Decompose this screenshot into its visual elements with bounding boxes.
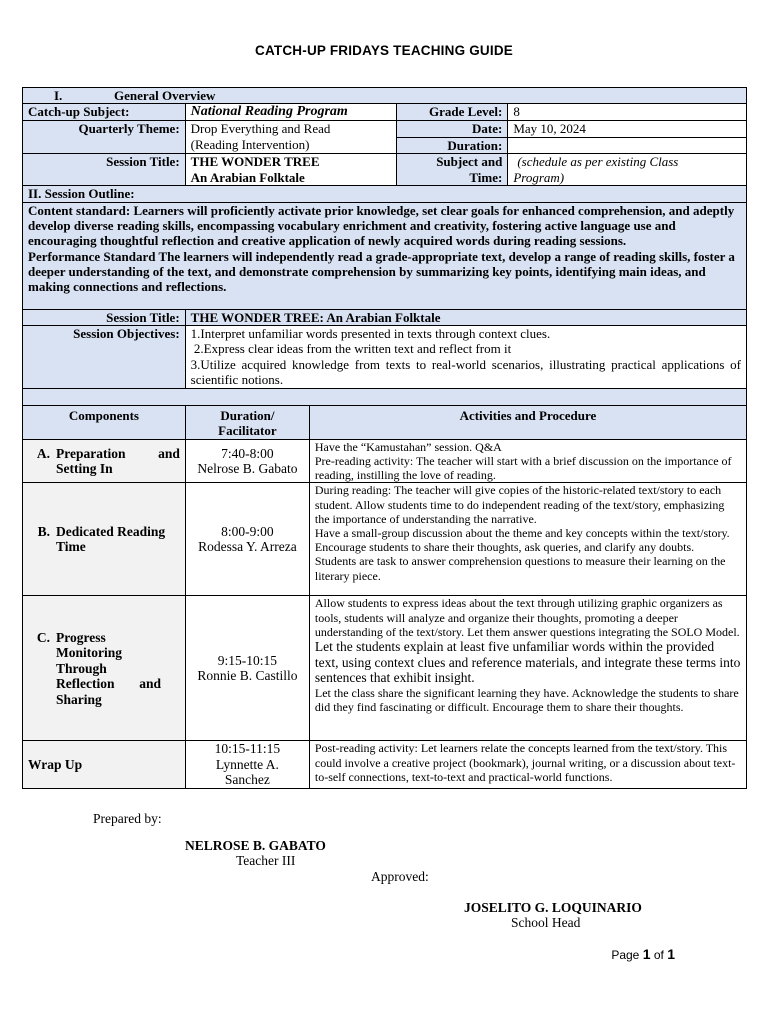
header-duration-facilitator: Duration/ Facilitator [185,406,309,440]
outline-session-title-label: Session Title: [23,309,186,325]
document-title: CATCH-UP FRIDAYS TEACHING GUIDE [255,43,513,58]
time-range: 7:40-8:00 [221,445,274,461]
component-cell [23,439,186,483]
subject-time-value-2: Program) [513,169,565,185]
subject-time-label [397,154,508,186]
component-label: Preparation and Setting In [56,445,180,477]
activities-cell [309,741,746,789]
facilitator-name: Nelrose B. Gabato [197,461,298,477]
table-row [23,596,747,741]
time-range: 10:15-11:15 [214,741,281,757]
theme-value [185,121,397,154]
facilitator-name: Rodessa Y. Arreza [198,539,297,555]
standards-block [23,202,747,309]
component-cell [23,596,186,741]
prepared-by-label: Prepared by: [93,811,162,826]
header-components: Components [23,406,186,440]
activities-cell [309,483,746,596]
component-label: Dedicated Reading Time [56,523,166,555]
duration-cell [185,596,309,741]
subject-time-label-2: Time: [469,169,503,185]
subject-time-value-1: (schedule as per existing Class [517,154,679,170]
section-heading-session-outline: II. Session Outline: [23,186,747,202]
section-heading-text: General Overview [114,88,216,103]
session-title-line-2: An Arabian Folktale [190,169,305,185]
subject-value: National Reading Program [185,104,397,121]
date-value: May 10, 2024 [508,121,747,137]
component-letter: B. [37,523,50,539]
approved-by-position: School Head [511,915,581,930]
session-title-line-1: THE WONDER TREE [190,154,320,170]
outline-session-title-value: THE WONDER TREE: An Arabian Folktale [185,309,746,325]
activity-text: Let the students explain at least five unfamiliar words within the provided text, using context clues and reference materials, and integrate these terms into sentences that exhibit insight. [314,639,741,686]
time-range: 9:15-10:15 [217,652,278,668]
objective-item: 2.Express clear ideas from the written text and reflect from it [190,341,512,357]
component-label: Progress Monitoring Through Reflection and Sharing [56,629,161,707]
duration-cell [185,439,309,483]
activity-text: Post-reading activity: Let learners relate the concepts learned from the text/story. This could involve a creative project (bookmark), journal writing, or a discussion about text-to-self connections, text-to-text and practical-world functions. [314,741,736,784]
table-row [23,741,747,789]
activity-text: Allow students to express ideas about the text through utilizing graphic organizers as tools, students will analyze and organize their thoughts, promoting a deeper understanding of the text/story. Let them answer questions integrating the SOLO Model. [314,596,740,639]
theme-label: Quarterly Theme: [23,121,186,154]
prepared-by-name: NELROSE B. GABATO [185,838,326,853]
activities-cell [309,596,746,741]
table-row [23,439,747,483]
component-cell: Wrap Up [23,741,186,789]
facilitator-name: Ronnie B. Castillo [197,668,298,684]
theme-line-2: (Reading Intervention) [190,136,310,152]
section-heading-general-overview [23,88,747,104]
objectives-list [185,326,746,389]
current-page: 1 [642,946,651,962]
activity-text: Let the class share the significant learning they have. Acknowledge the students to share did they find fascinating or difficult. Encourage them to share their thoughts. [314,686,739,715]
prepared-by-position: Teacher III [236,853,296,868]
component-cell [23,483,186,596]
time-range: 8:00-9:00 [221,523,274,539]
activity-text: During reading: The teacher will give copies of the historic-related text/story to each student. Allow students time to do independent reading of the text/story, emphasizing the importance of understanding the narrative. [314,483,725,526]
page-word: Page [611,948,640,962]
total-pages: 1 [667,946,675,962]
page-number [611,946,675,962]
subject-label: Catch-up Subject: [23,104,186,121]
approved-by-name: JOSELITO G. LOQUINARIO [464,900,642,915]
activity-text: Students are task to answer comprehension questions to measure their learning on the literary piece. [314,554,726,583]
facilitator-name: Lynnette A. Sanchez [215,756,279,788]
component-letter: A. [36,445,50,461]
activity-text: Pre-reading activity: The teacher will start with a brief discussion on the importance of reading, instilling the love of reading. [314,454,732,483]
objectives-label: Session Objectives: [23,326,186,389]
approved-label: Approved: [371,869,429,884]
grade-value: 8 [508,104,747,121]
table-row [23,483,747,596]
duration-cell [185,483,309,596]
date-label: Date: [397,121,508,137]
theme-line-1: Drop Everything and Read [190,121,331,137]
section-number: I. [54,88,63,103]
grade-label: Grade Level: [397,104,508,121]
subject-time-value [508,154,747,186]
activity-text: Have the “Kamustahan” session. Q&A [314,439,502,454]
component-letter: C. [36,629,50,645]
performance-standard: Performance Standard The learners will independently read a grade-appropriate text, develop a range of reading skills, foster a deeper understanding of the text, and demonstrate comprehension by summarizing key points, identifying main ideas, and making connections and reflections. [28,248,735,295]
header-activities: Activities and Procedure [309,406,746,440]
of-word: of [653,948,664,962]
duration-value [508,137,747,153]
spacer-row [23,388,747,406]
activities-cell [309,439,746,483]
components-table [22,405,747,789]
duration-cell [185,741,309,789]
overview-table [22,87,747,407]
session-title-label: Session Title: [23,154,186,186]
activity-text: Have a small-group discussion about the theme and key concepts within the text/story. Encourage students to share their thoughts, ask queries, and clarify any doubts. [314,526,730,555]
session-title-value [185,154,397,186]
objective-item: 3.Utilize acquired knowledge from texts to real-world scenarios, illustrating practical applications of scientific notions. [190,356,741,388]
objective-item: 1.Interpret unfamiliar words presented in texts through context clues. [190,326,551,342]
subject-time-label-1: Subject and [436,154,503,170]
content-standard: Content standard: Learners will proficiently activate prior knowledge, set clear goals for enhanced comprehension, and adeptly develop diverse reading skills, encompassing vocabulary enrichment and creativity, fostering active language use and encouraging thoughtful reflection and creative application of newly acquired words during reading sessions. [28,202,735,249]
duration-label: Duration: [397,137,508,153]
